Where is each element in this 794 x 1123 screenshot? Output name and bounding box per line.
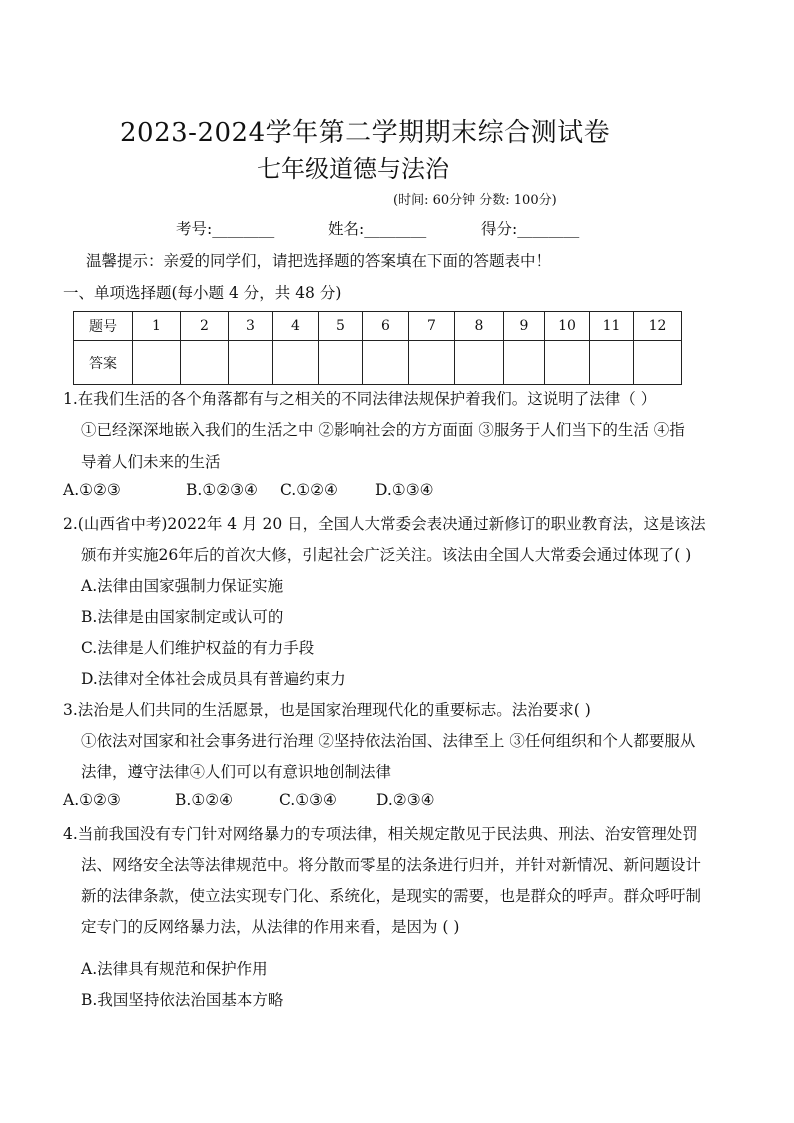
table-cell-number: 10 [545, 312, 590, 341]
question-2-stem-line2: 颁布并实施26年后的首次大修，引起社会广泛关注。该法由全国人大常委会通过体现了( ) [81, 546, 692, 564]
name-field: 姓名:________ [328, 220, 427, 238]
question-3-option-b: B.①②④ [175, 791, 234, 809]
question-2-stem-line1: 2.(山西省中考)2022年 4 月 20 日，全国人大常委会表决通过新修订的职业教育法，这是该法 [63, 515, 706, 533]
question-3-statements-line1: ①依法对国家和社会事务进行治理 ②坚持依法治国、法律至上 ③任何组织和个人都要服从 [81, 732, 696, 750]
row-label-number: 题号 [74, 312, 133, 341]
question-2-option-a: A.法律由国家强制力保证实施 [81, 577, 284, 595]
answer-cell[interactable] [229, 341, 273, 385]
answer-cell[interactable] [319, 341, 363, 385]
exam-title: 2023-2024学年第二学期期末综合测试卷 [120, 118, 611, 148]
table-cell-number: 6 [363, 312, 409, 341]
question-1-option-b: B.①②③④ [186, 481, 258, 499]
time-info: (时间: 60分钟 分数: 100分) [393, 193, 557, 208]
exam-no-field: 考号:________ [176, 220, 275, 238]
question-2-option-c: C.法律是人们维护权益的有力手段 [81, 639, 315, 657]
table-cell-number: 2 [181, 312, 229, 341]
question-1-stem: 1.在我们生活的各个角落都有与之相关的不同法律法规保护着我们。这说明了法律（ ） [63, 390, 657, 408]
question-3-option-a: A.①②③ [63, 791, 121, 809]
question-1-statements-line1: ①已经深深地嵌入我们的生活之中 ②影响社会的方方面面 ③服务于人们当下的生活 ④指 [81, 421, 685, 439]
question-2-option-b: B.法律是由国家制定或认可的 [81, 608, 284, 626]
answer-cell[interactable] [545, 341, 590, 385]
question-1-statements-line2: 导着人们未来的生活 [81, 453, 221, 471]
section-heading: 一、单项选择题(每小题 4 分，共 48 分) [63, 284, 342, 302]
table-cell-number: 11 [590, 312, 634, 341]
question-2-option-d: D.法律对全体社会成员具有普遍约束力 [81, 670, 346, 688]
answer-cell[interactable] [273, 341, 319, 385]
answer-cell[interactable] [634, 341, 682, 385]
question-4-stem-line1: 4.当前我国没有专门针对网络暴力的专项法律，相关规定散见于民法典、刑法、治安管理处罚 [63, 825, 698, 843]
answer-cell[interactable] [504, 341, 545, 385]
question-4-stem-line3: 新的法律条款，使立法实现专门化、系统化，是现实的需要，也是群众的呼声。群众呼吁制 [81, 887, 702, 905]
answer-table [73, 311, 682, 385]
question-1-option-d: D.①③④ [375, 481, 434, 499]
exam-subtitle: 七年级道德与法治 [257, 155, 449, 183]
question-3-option-c: C.①③④ [279, 791, 337, 809]
question-4-stem-line4: 定专门的反网络暴力法，从法律的作用来看，是因为 ( ) [81, 918, 460, 936]
answer-cell[interactable] [590, 341, 634, 385]
table-cell-number: 9 [504, 312, 545, 341]
table-cell-number: 4 [273, 312, 319, 341]
tip-text: 温馨提示：亲爱的同学们，请把选择题的答案填在下面的答题表中！ [86, 252, 552, 270]
question-4-stem-line2: 法、网络安全法等法律规范中。将分散而零星的法条进行归并，并针对新情况、新问题设计 [81, 856, 702, 874]
answer-cell[interactable] [133, 341, 181, 385]
question-1-option-c: C.①②④ [280, 481, 338, 499]
score-field: 得分:________ [481, 220, 580, 238]
question-4-option-a: A.法律具有规范和保护作用 [81, 960, 268, 978]
table-cell-number: 5 [319, 312, 363, 341]
table-row-answers [74, 341, 682, 385]
answer-cell[interactable] [455, 341, 504, 385]
table-row-numbers [74, 312, 682, 341]
table-cell-number: 7 [409, 312, 455, 341]
row-label-answer: 答案 [74, 341, 133, 385]
question-3-statements-line2: 法律，遵守法律④人们可以有意识地创制法律 [81, 763, 392, 781]
table-cell-number: 8 [455, 312, 504, 341]
answer-cell[interactable] [363, 341, 409, 385]
question-3-stem: 3.法治是人们共同的生活愿景，也是国家治理现代化的重要标志。法治要求( ) [63, 701, 591, 719]
question-1-option-a: A.①②③ [63, 481, 121, 499]
answer-cell[interactable] [409, 341, 455, 385]
question-3-option-d: D.②③④ [376, 791, 435, 809]
table-cell-number: 3 [229, 312, 273, 341]
table-cell-number: 1 [133, 312, 181, 341]
answer-cell[interactable] [181, 341, 229, 385]
table-cell-number: 12 [634, 312, 682, 341]
question-4-option-b: B.我国坚持依法治国基本方略 [81, 991, 284, 1009]
